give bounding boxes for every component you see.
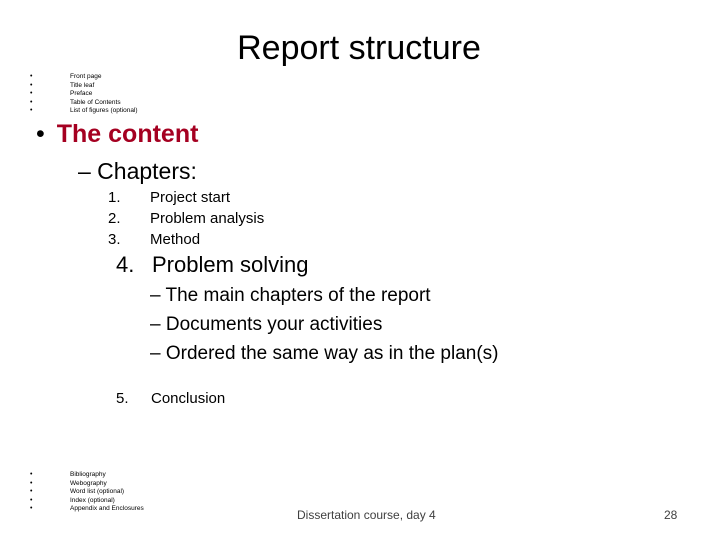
list-item [30,82,138,91]
list-number: 2. [108,210,121,227]
list-item [30,488,144,497]
list-item [30,107,138,116]
list-item-label: Appendix and Enclosures [70,505,144,512]
chapter-4-points [150,281,499,368]
list-number: 4. [116,252,135,277]
list-item [30,505,144,514]
list-number: 1. [108,189,121,206]
bullet-icon: • [30,488,33,495]
content-heading-text: The content [56,120,199,148]
chapter-4 [116,250,309,280]
list-item-label: Method [150,231,201,248]
content-heading [36,117,198,151]
page-number: 28 [664,508,678,522]
list-item-label: Word list (optional) [70,488,125,495]
bullet-icon: • [30,107,33,114]
list-item-label: Problem analysis [150,210,265,227]
bullet-icon: • [30,90,33,97]
list-item [30,497,144,506]
bullet-icon: • [30,98,33,106]
list-item-label: List of figures (optional) [70,107,138,114]
list-item [30,480,144,489]
list-item [30,73,138,82]
bullet-icon: • [30,496,33,504]
list-item: – Documents your activities [150,314,383,335]
list-item-label: Index (optional) [70,496,115,504]
list-item-label: Bibliography [70,471,106,478]
chapter-5 [116,388,225,409]
list-item-label: Table of Contents [70,98,121,106]
chapters-list [108,187,264,250]
list-item-label: Preface [70,90,93,97]
list-item [108,208,264,229]
list-item-label: Title leaf [70,81,95,89]
list-item-label: Project start [150,189,231,206]
bullet-icon: • [36,120,45,148]
bullet-icon: • [30,73,33,80]
list-number: 5. [116,390,129,407]
bullet-icon: • [30,479,33,487]
bullet-icon: • [30,505,33,512]
list-item [108,187,264,208]
slide-title: Report structure [237,29,481,67]
footer-text: Dissertation course, day 4 [297,508,436,522]
list-item-label: Webography [70,479,107,487]
list-item-label: Conclusion [151,390,226,407]
list-item: – Ordered the same way as in the plan(s) [150,343,499,364]
list-number: 3. [108,231,121,248]
list-item-label: Front page [70,73,102,80]
back-matter-list [30,471,144,514]
bullet-icon: • [30,81,33,89]
list-item [108,229,264,250]
chapters-label: – Chapters: [78,158,197,184]
list-item [30,471,144,480]
bullet-icon: • [30,471,33,478]
list-item-label: Problem solving [152,252,309,277]
front-matter-list [30,73,138,116]
list-item [30,90,138,99]
list-item [30,99,138,108]
list-item: – The main chapters of the report [150,285,431,306]
